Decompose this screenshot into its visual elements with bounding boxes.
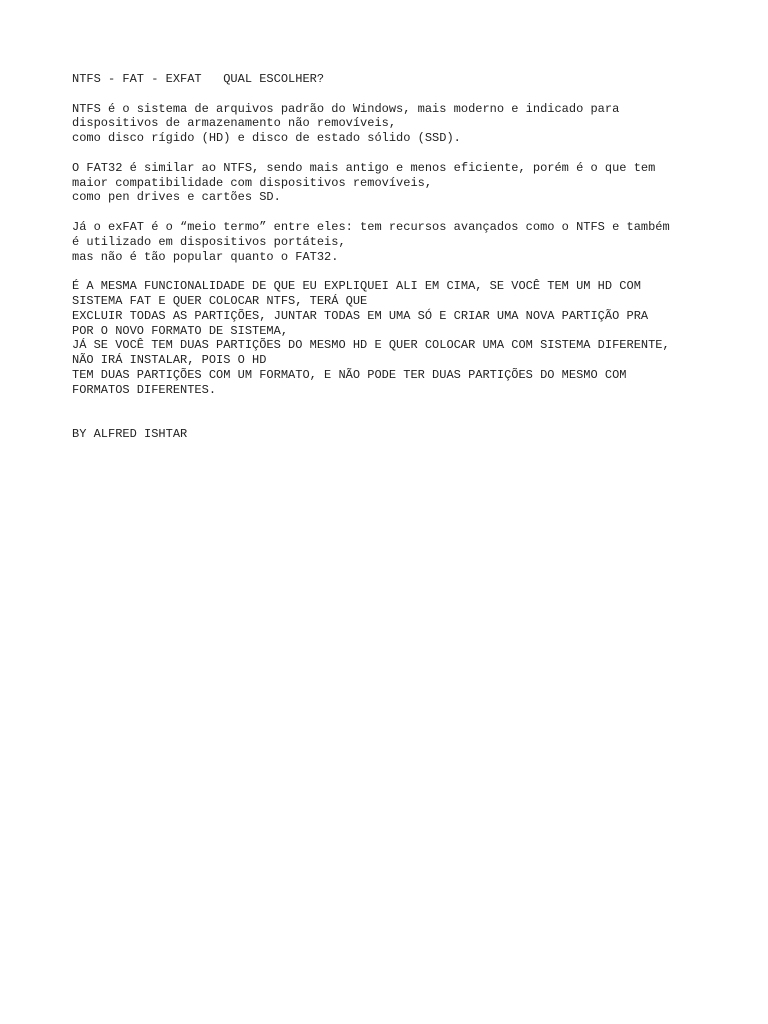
paragraph-line: O FAT32 é similar ao NTFS, sendo mais antigo e menos eficiente, porém é o que tem (72, 160, 656, 175)
paragraph-line: JÁ SE VOCÊ TEM DUAS PARTIÇÕES DO MESMO HD E QUER COLOCAR UMA COM SISTEMA DIFERENTE, (72, 338, 670, 353)
paragraph-line: NÃO IRÁ INSTALAR, POIS O HD (72, 353, 267, 368)
paragraph-ntfs (72, 102, 722, 146)
signature: BY ALFRED ISHTAR (72, 427, 188, 442)
document-page (72, 72, 722, 442)
paragraph-exfat (72, 220, 722, 264)
spacer (72, 205, 722, 220)
document-title: NTFS - FAT - EXFAT QUAL ESCOLHER? (72, 72, 325, 86)
paragraph-line: NTFS é o sistema de arquivos padrão do Windows, mais moderno e indicado para (72, 101, 620, 116)
paragraph-line: EXCLUIR TODAS AS PARTIÇÕES, JUNTAR TODAS EM UMA SÓ E CRIAR UMA NOVA PARTIÇÃO PRA (72, 308, 649, 323)
paragraph-line: Já o exFAT é o “meio termo” entre eles: tem recursos avançados como o NTFS e também (72, 219, 670, 234)
paragraph-line: mas não é tão popular quanto o FAT32. (72, 249, 339, 264)
paragraph-line: como disco rígido (HD) e disco de estado sólido (SSD). (72, 131, 461, 146)
paragraph-line: dispositivos de armazenamento não removíveis, (72, 116, 397, 131)
spacer (72, 264, 722, 279)
paragraph-fat32 (72, 161, 722, 205)
spacer (72, 87, 722, 102)
spacer (72, 146, 722, 161)
paragraph-line: é utilizado em dispositivos portáteis, (72, 234, 346, 249)
paragraph-line: É A MESMA FUNCIONALIDADE DE QUE EU EXPLIQUEI ALI EM CIMA, SE VOCÊ TEM UM HD COM (72, 279, 641, 294)
paragraph-notes (72, 279, 722, 397)
spacer (72, 398, 722, 428)
paragraph-line: FORMATOS DIFERENTES. (72, 382, 217, 397)
paragraph-line: TEM DUAS PARTIÇÕES COM UM FORMATO, E NÃO PODE TER DUAS PARTIÇÕES DO MESMO COM (72, 367, 627, 382)
paragraph-line: POR O NOVO FORMATO DE SISTEMA, (72, 323, 289, 338)
paragraph-line: como pen drives e cartões SD. (72, 190, 281, 205)
paragraph-line: maior compatibilidade com dispositivos removíveis, (72, 175, 433, 190)
paragraph-line: SISTEMA FAT E QUER COLOCAR NTFS, TERÁ QUE (72, 293, 368, 308)
